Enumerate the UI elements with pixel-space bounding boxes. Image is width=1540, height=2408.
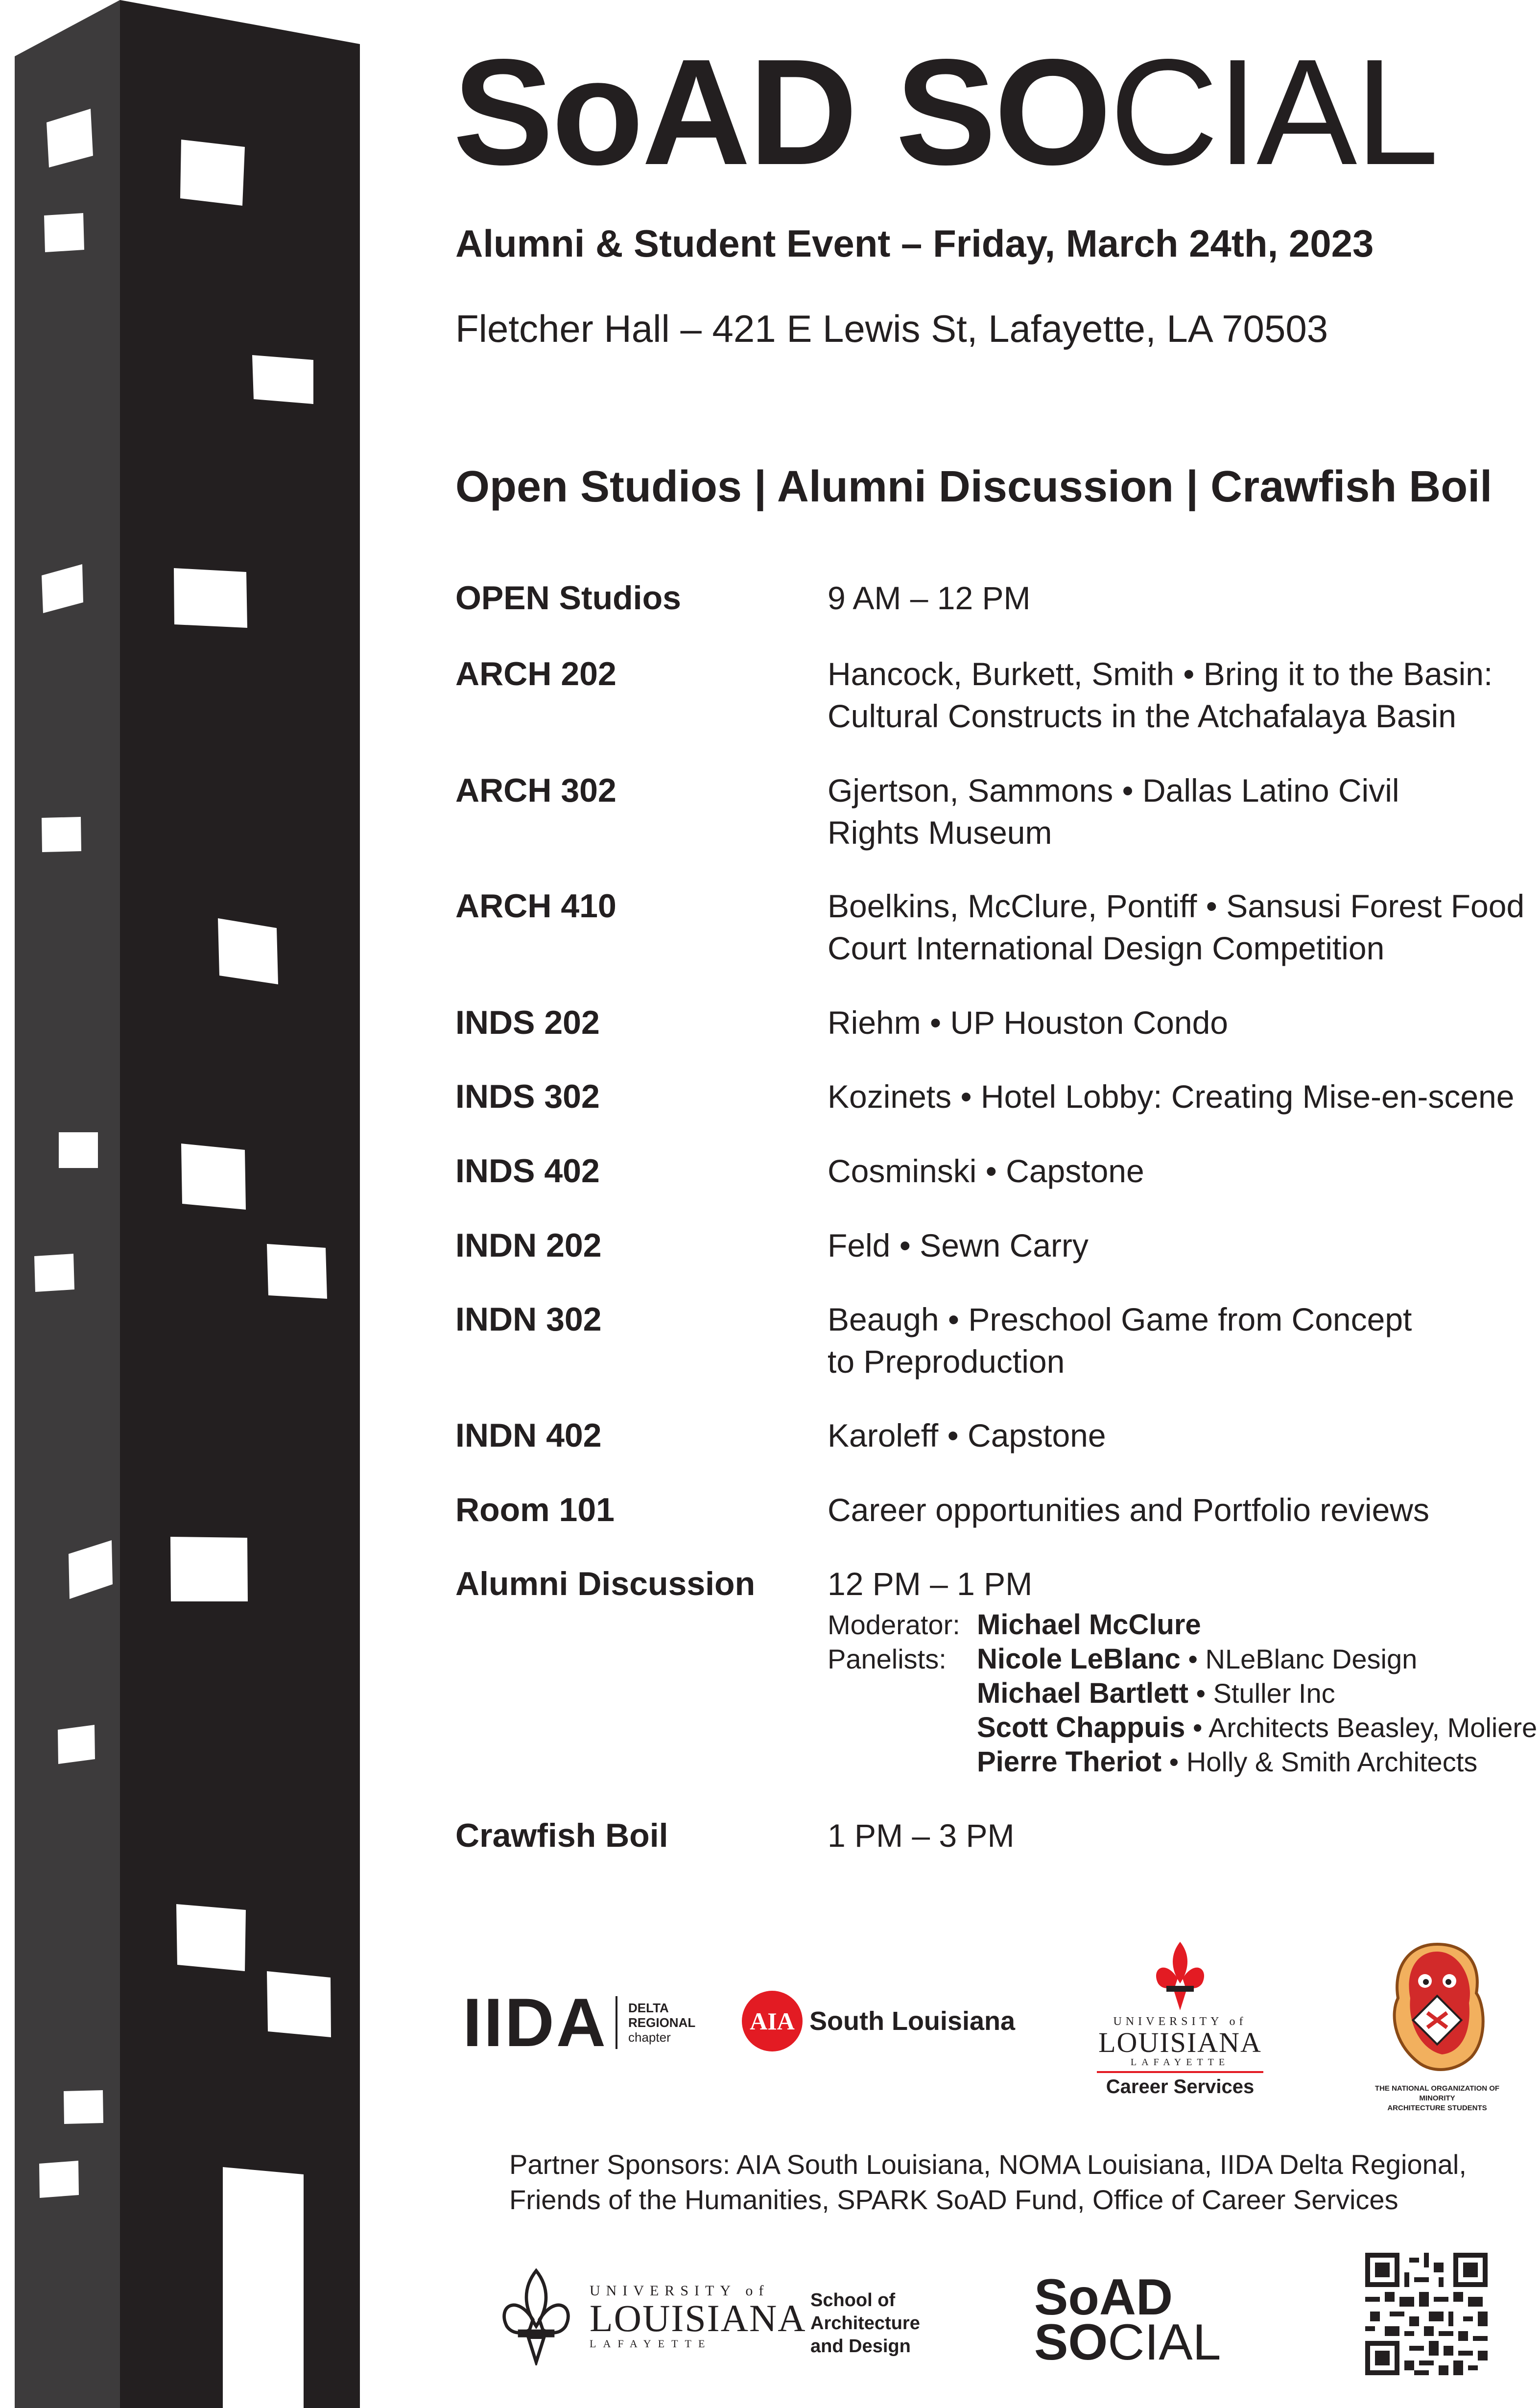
noma-logo bbox=[1361, 1934, 1513, 2113]
moderator-name: Michael McClure bbox=[977, 1609, 1201, 1641]
partner-sponsors bbox=[509, 2147, 1467, 2217]
ul-name: LOUISIANA bbox=[1098, 2027, 1262, 2058]
panelists-label: Panelists: bbox=[828, 1644, 947, 1674]
mini-logo-line-2b: CIAL bbox=[1108, 2314, 1221, 2371]
schedule-desc: Kozinets • Hotel Lobby: Creating Mise-en-scene bbox=[828, 1078, 1515, 1115]
ul-laf: LAFAYETTE bbox=[1130, 2057, 1230, 2068]
ul-school-logo bbox=[490, 2267, 806, 2365]
schedule-label: INDN 402 bbox=[455, 1417, 602, 1454]
schedule-label: INDS 402 bbox=[455, 1152, 600, 1190]
school-name bbox=[810, 2289, 920, 2358]
schedule-label: ARCH 410 bbox=[455, 887, 616, 925]
moderator-label: Moderator: bbox=[828, 1609, 960, 1640]
iida-logo bbox=[463, 1984, 696, 2061]
partners-line-2: Friends of the Humanities, SPARK SoAD Fund, Office of Career Services bbox=[509, 2184, 1398, 2215]
schedule-desc: Boelkins, McClure, Pontiff • Sansusi Forest Food Court International Design Competition bbox=[828, 888, 1525, 966]
schedule-label: INDN 202 bbox=[455, 1227, 602, 1264]
ul-name: LOUISIANA bbox=[590, 2297, 806, 2339]
noma-caption-2: ARCHITECTURE STUDENTS bbox=[1387, 2104, 1487, 2112]
iida-line2: REGIONAL bbox=[628, 2015, 696, 2030]
ul-univ: UNIVERSITY of bbox=[1113, 2015, 1247, 2028]
tower-illustration bbox=[0, 0, 392, 2408]
panelist-org: Architects Beasley, Moliere bbox=[1208, 1712, 1538, 1743]
alumni-panel: Moderator: Michael McClure Panelists: Nicole LeBlanc • NLeBlanc Design Michael Bartlett • Stuller Inc Scott Chappuis • Architects Beasley, Moliere Pierre Theriot • Holly & Smith Architects bbox=[828, 1609, 1538, 1778]
schedule-desc: 9 AM – 12 PM bbox=[828, 580, 1031, 616]
event-address: Fletcher Hall – 421 E Lewis St, Lafayette, LA 70503 bbox=[455, 307, 1328, 350]
aia-badge: AIA bbox=[742, 1991, 803, 2051]
mini-logo-line-1: SoAD bbox=[1034, 2269, 1173, 2326]
schedule-label: ARCH 302 bbox=[455, 772, 616, 809]
schedule-desc: Beaugh • Preschool Game from Concept to Preproduction bbox=[828, 1301, 1412, 1380]
schedule-label: INDS 302 bbox=[455, 1078, 600, 1115]
ul-career-services-logo bbox=[1087, 1939, 1273, 2098]
event-date-line: Alumni & Student Event – Friday, March 24th, 2023 bbox=[455, 222, 1374, 265]
schedule-desc: Career opportunities and Portfolio reviews bbox=[828, 1492, 1429, 1528]
noma-caption-1: THE NATIONAL ORGANIZATION OF MINORITY bbox=[1374, 2084, 1500, 2102]
schedule-label: Alumni Discussion bbox=[455, 1565, 756, 1602]
ul-univ: UNIVERSITY of bbox=[590, 2283, 770, 2299]
schedule-desc: Karoleff • Capstone bbox=[828, 1417, 1106, 1454]
schedule-desc: 12 PM – 1 PM bbox=[828, 1566, 1033, 1602]
iida-line3: chapter bbox=[628, 2030, 671, 2045]
partners-line-1: Partner Sponsors: AIA South Louisiana, NOMA Louisiana, IIDA Delta Regional, bbox=[509, 2149, 1467, 2180]
iida-mark: IIDA bbox=[463, 1984, 608, 2061]
panelist-name: Michael Bartlett bbox=[977, 1677, 1188, 1709]
noma-mascot-icon bbox=[1374, 1934, 1501, 2081]
career-services-label: Career Services bbox=[1106, 2076, 1255, 2098]
panelist-name: Nicole LeBlanc bbox=[977, 1643, 1181, 1675]
school-line-3: and Design bbox=[810, 2336, 911, 2357]
panelist-org: NLeBlanc Design bbox=[1205, 1644, 1418, 1674]
panelist-org: Stuller Inc bbox=[1213, 1678, 1335, 1709]
mini-logo-line-2a: SO bbox=[1034, 2314, 1108, 2371]
panelist-org: Holly & Smith Architects bbox=[1186, 1746, 1478, 1777]
schedule-desc: Gjertson, Sammons • Dallas Latino Civil Rights Museum bbox=[828, 772, 1399, 851]
fleur-de-lis-icon bbox=[490, 2267, 583, 2365]
fleur-de-lis-icon bbox=[1151, 1939, 1209, 2013]
soad-social-mini-logo bbox=[1034, 2269, 1221, 2371]
ul-laf: LAFAYETTE bbox=[590, 2337, 712, 2350]
event-tagline: Open Studios | Alumni Discussion | Crawfish Boil bbox=[455, 462, 1493, 511]
schedule-desc: Feld • Sewn Carry bbox=[828, 1227, 1089, 1264]
panelist-name: Pierre Theriot bbox=[977, 1746, 1162, 1778]
aia-text: South Louisiana bbox=[809, 2006, 1016, 2036]
schedule-label: OPEN Studios bbox=[455, 579, 681, 617]
schedule-label: Crawfish Boil bbox=[455, 1817, 668, 1854]
schedule-desc: 1 PM – 3 PM bbox=[828, 1817, 1015, 1854]
schedule-label: INDS 202 bbox=[455, 1004, 600, 1041]
schedule-desc: Hancock, Burkett, Smith • Bring it to the Basin: Cultural Constructs in the Atchafalaya Basin bbox=[828, 656, 1493, 734]
poster-title bbox=[453, 28, 1437, 196]
school-line-1: School of bbox=[810, 2290, 896, 2311]
schedule-desc: Riehm • UP Houston Condo bbox=[828, 1004, 1228, 1041]
schedule-label: INDN 302 bbox=[455, 1301, 602, 1338]
school-line-2: Architecture bbox=[810, 2313, 920, 2334]
title-bold: SoAD SO bbox=[453, 28, 1110, 196]
schedule-label: ARCH 202 bbox=[455, 655, 616, 692]
iida-line1: DELTA bbox=[628, 2001, 669, 2015]
schedule-desc: Cosminski • Capstone bbox=[828, 1153, 1144, 1189]
panelist-name: Scott Chappuis bbox=[977, 1712, 1185, 1743]
aia-logo bbox=[742, 1991, 1015, 2051]
schedule-label: Room 101 bbox=[455, 1491, 615, 1528]
qr-code-icon bbox=[1365, 2253, 1488, 2375]
title-light: CIAL bbox=[1110, 28, 1437, 196]
